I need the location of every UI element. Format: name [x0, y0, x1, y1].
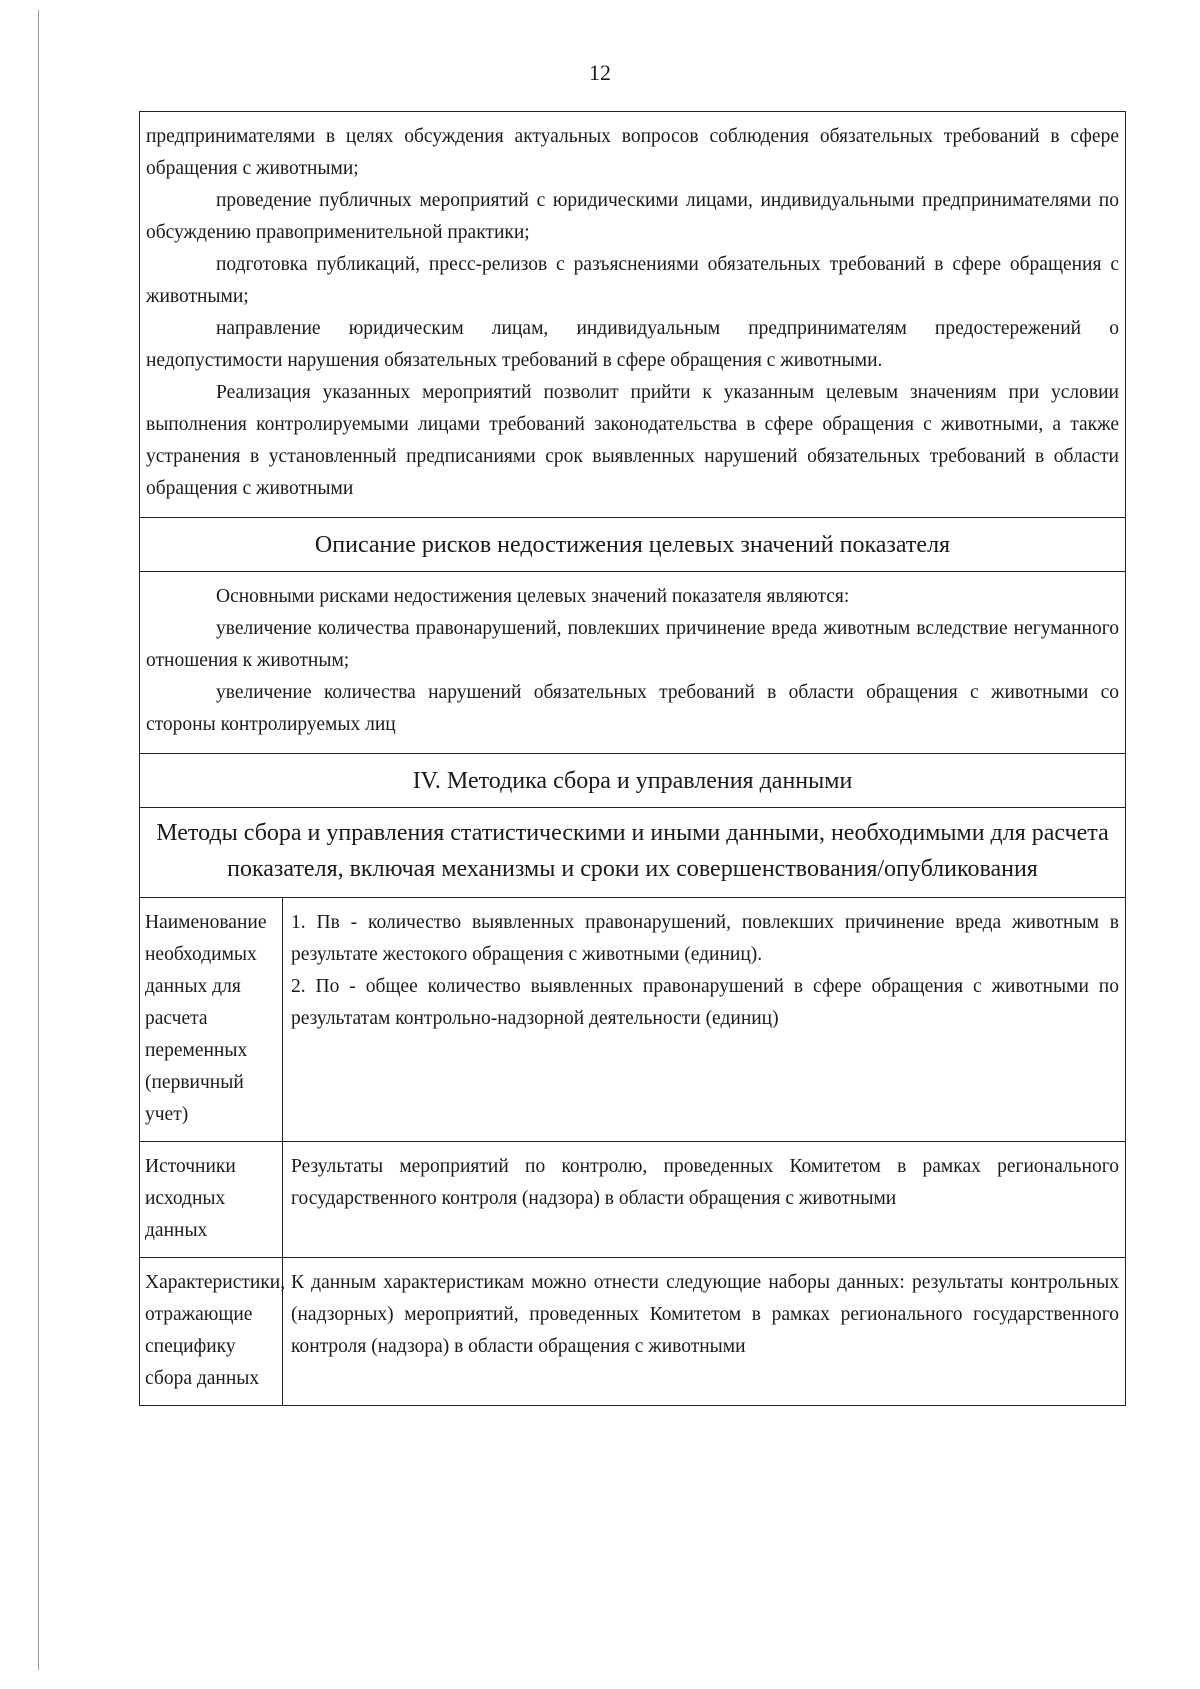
risks-block — [140, 571, 1125, 753]
data-row-required-data — [140, 897, 1125, 1141]
row-value — [283, 898, 1125, 1141]
risks-paragraph: увеличение количества правонарушений, повлекших причинение вреда животным вследствие негуманного отношения к животным; — [146, 618, 1119, 671]
section-iv-subheading: Методы сбора и управления статистическими и иными данными, необходимыми для расчета показателя, включая механизмы и сроки их совершенствования/опубликования — [140, 807, 1125, 897]
risks-paragraph: Основными рисками недостижения целевых значений показателя являются: — [216, 586, 850, 607]
risks-paragraph: увеличение количества нарушений обязательных требований в области обращения с животными со стороны контролируемых лиц — [146, 682, 1119, 735]
data-row-characteristics — [140, 1257, 1125, 1405]
row-label: Источники исходных данных — [140, 1142, 283, 1257]
row-label: Характеристики, отражающие специфику сбора данных — [140, 1258, 283, 1405]
data-row-sources — [140, 1141, 1125, 1257]
document-table — [139, 111, 1126, 1406]
row-value — [283, 1258, 1125, 1405]
intro-paragraph: подготовка публикаций, пресс-релизов с разъяснениями обязательных требований в сфере обращения с животными; — [146, 254, 1119, 307]
intro-paragraph: Реализация указанных мероприятий позволит прийти к указанным целевым значениям при условии выполнения контролируемыми лицами требований законодательства в сфере обращения с животными, а также устранения в установленный предписаниями срок выявленных нарушений обязательных требований в области обращения с животными — [146, 382, 1119, 499]
section-iv-heading: IV. Методика сбора и управления данными — [140, 753, 1125, 807]
row-value-line: Результаты мероприятий по контролю, проведенных Комитетом в рамках регионального государственного контроля (надзора) в области обращения с животными — [291, 1156, 1119, 1209]
row-value-line: 1. Пв - количество выявленных правонарушений, повлекших причинение вреда животным в результате жестокого обращения с животными (единиц). — [291, 912, 1119, 965]
row-value — [283, 1142, 1125, 1257]
page-number: 12 — [589, 60, 611, 85]
intro-paragraph: направление юридическим лицам, индивидуальным предпринимателям предостережений о недопустимости нарушения обязательных требований в сфере обращения с животными. — [146, 318, 1119, 371]
intro-paragraph: проведение публичных мероприятий с юридическими лицами, индивидуальными предпринимателями по обсуждению правоприменительной практики; — [146, 190, 1119, 243]
risks-heading: Описание рисков недостижения целевых значений показателя — [140, 517, 1125, 571]
scan-margin-line — [38, 10, 39, 1670]
intro-block — [140, 112, 1125, 517]
intro-paragraph: предпринимателями в целях обсуждения актуальных вопросов соблюдения обязательных требований в сфере обращения с животными; — [146, 126, 1119, 179]
row-value-line: 2. По - общее количество выявленных правонарушений в сфере обращения с животными по результатам контрольно-надзорной деятельности (единиц) — [291, 976, 1119, 1029]
row-label: Наименование необходимых данных для расчета переменных (первичный учет) — [140, 898, 283, 1141]
row-value-line: К данным характеристикам можно отнести следующие наборы данных: результаты контрольных (надзорных) мероприятий, проведенных Комитетом в рамках регионального государственного контроля (надзора) в области обращения с животными — [291, 1272, 1119, 1357]
